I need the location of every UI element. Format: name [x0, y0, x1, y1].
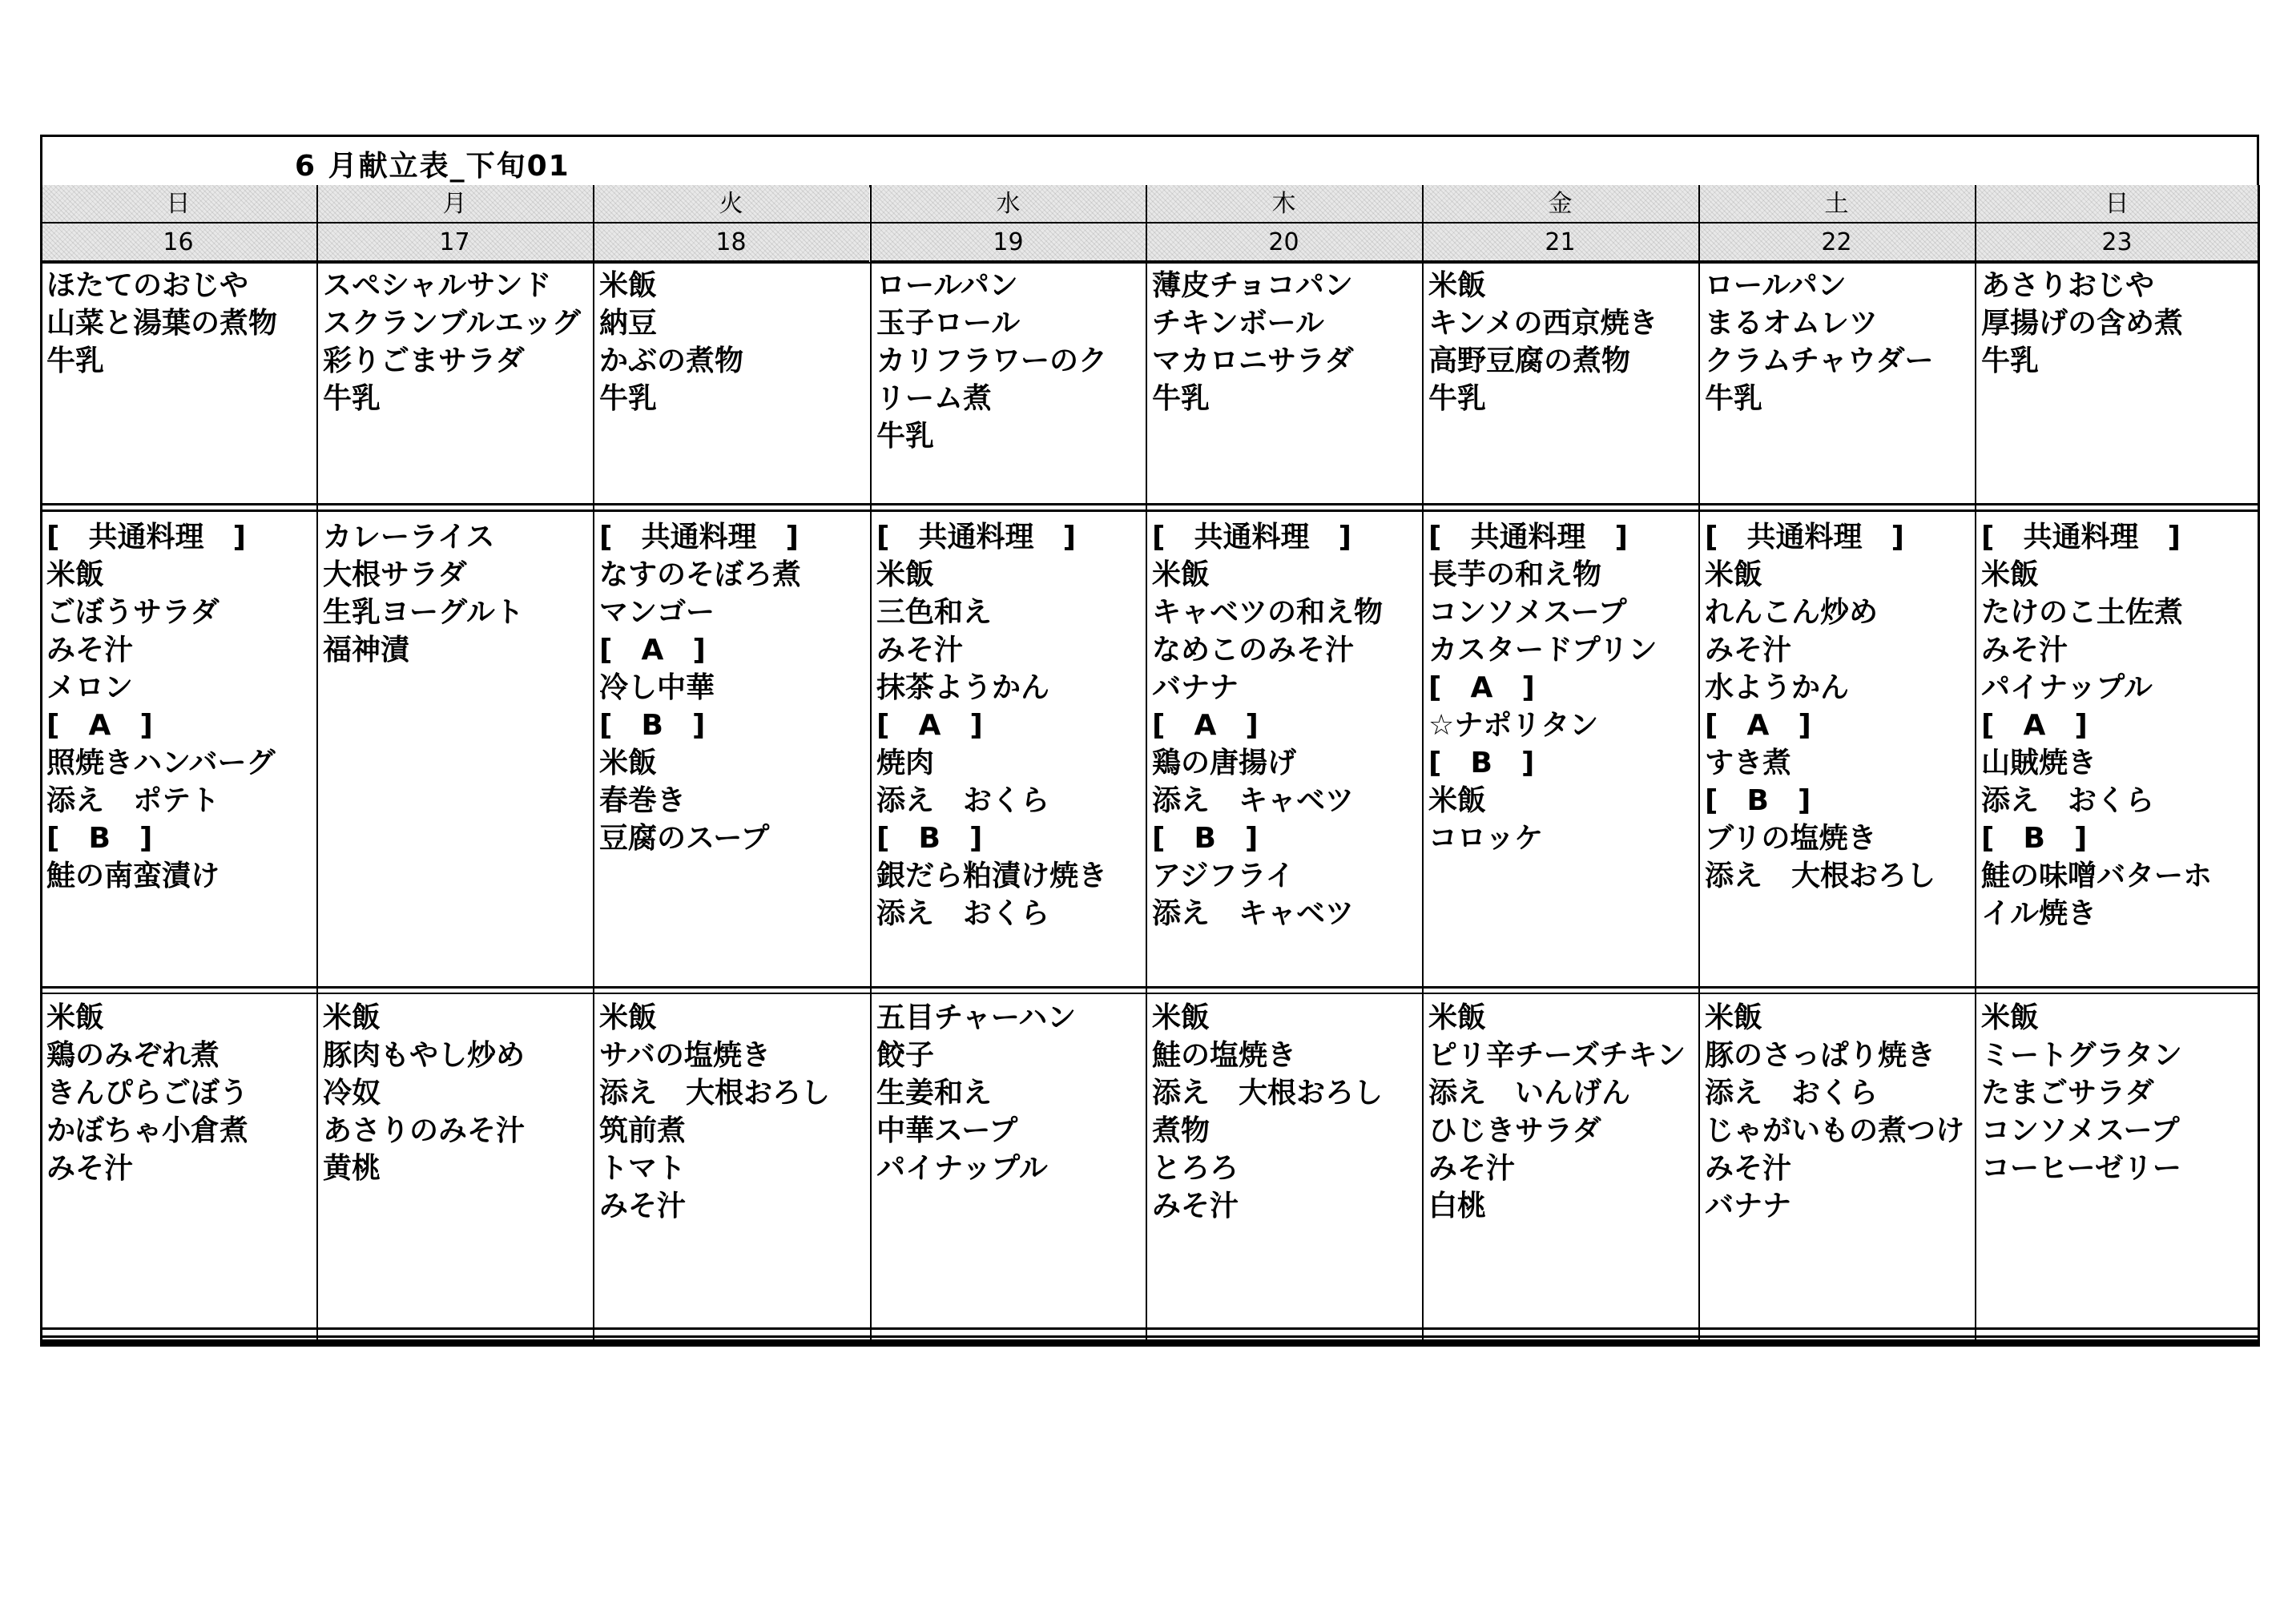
date-header: 21	[1422, 224, 1698, 262]
menu-item: [ 共通料理 ]	[1981, 521, 2181, 554]
menu-item: [ A ]	[1152, 709, 1259, 742]
menu-item: 生乳ヨーグルト	[323, 596, 524, 629]
menu-item: 添え 大根おろし	[1705, 860, 1936, 892]
title-row	[40, 135, 2259, 187]
menu-item: 添え 大根おろし	[599, 1077, 831, 1110]
lunch-cell	[316, 515, 593, 986]
lunch-cell	[40, 515, 316, 986]
menu-item: [ 共通料理 ]	[599, 521, 799, 554]
day-column	[593, 185, 869, 1347]
menu-item: パイナップル	[1981, 671, 2153, 704]
breakfast-cell	[1975, 264, 2259, 502]
menu-item: 白桃	[1428, 1190, 1487, 1222]
menu-item: トマト	[599, 1152, 687, 1185]
menu-item: 牛乳	[876, 420, 935, 453]
menu-item: ☆ナポリタン	[1428, 709, 1599, 742]
weekday-header: 金	[1422, 185, 1698, 224]
column-rule	[870, 185, 872, 1347]
menu-item: [ B ]	[46, 822, 153, 855]
menu-item: 餃子	[876, 1039, 935, 1072]
menu-item: 筑前煮	[599, 1114, 687, 1147]
lunch-cell	[593, 515, 869, 986]
breakfast-cell	[40, 264, 316, 502]
lunch-cell	[870, 515, 1146, 986]
date-header: 19	[870, 224, 1146, 262]
menu-item: 米飯	[599, 269, 658, 302]
date-header: 20	[1146, 224, 1422, 262]
menu-item: みそ汁	[1705, 1152, 1792, 1185]
menu-item: 薄皮チョコパン	[1152, 269, 1353, 302]
menu-item: 米飯	[876, 558, 935, 591]
menu-item: 鮭の味噌バターホ	[1981, 860, 2213, 892]
menu-item: たけのこ土佐煮	[1981, 596, 2184, 629]
menu-item: チキンボール	[1152, 307, 1324, 340]
column-rule	[40, 185, 42, 1347]
menu-item: リーム煮	[876, 382, 993, 415]
dinner-cell	[593, 996, 869, 1336]
lunch-cell	[1698, 515, 1975, 986]
column-rule	[1422, 185, 1424, 1347]
column-rule	[316, 185, 318, 1347]
menu-item: 米飯	[1152, 1001, 1210, 1034]
menu-item: 牛乳	[323, 382, 381, 415]
column-rule	[1698, 185, 1700, 1347]
menu-item: みそ汁	[876, 634, 964, 667]
column-rule	[1975, 185, 1976, 1347]
menu-grid	[40, 185, 2259, 1347]
menu-item: たまごサラダ	[1981, 1077, 2154, 1110]
menu-item: 米飯	[1428, 1001, 1487, 1034]
menu-item: かぶの煮物	[599, 344, 744, 377]
menu-item: 抹茶ようかん	[876, 671, 1050, 704]
lunch-cell	[1975, 515, 2259, 986]
breakfast-cell	[1698, 264, 1975, 502]
menu-item: 牛乳	[1152, 382, 1210, 415]
menu-item: きんぴらごぼう	[46, 1077, 249, 1110]
day-column	[1975, 185, 2259, 1347]
breakfast-cell	[316, 264, 593, 502]
weekday-header: 日	[1975, 185, 2259, 224]
menu-item: [ B ]	[1981, 822, 2088, 855]
menu-item: 米飯	[46, 1001, 105, 1034]
menu-item: みそ汁	[1428, 1152, 1516, 1185]
menu-item: コンソメスープ	[1981, 1114, 2180, 1147]
menu-item: ごぼうサラダ	[46, 596, 220, 629]
weekday-header: 水	[870, 185, 1146, 224]
menu-item: 米飯	[46, 558, 105, 591]
menu-item: かぼちゃ小倉煮	[46, 1114, 249, 1147]
menu-item: カスタードプリン	[1428, 634, 1658, 667]
menu-item: 高野豆腐の煮物	[1428, 344, 1631, 377]
breakfast-cell	[870, 264, 1146, 502]
breakfast-cell	[1422, 264, 1698, 502]
breakfast-cell	[1146, 264, 1422, 502]
menu-item: じゃがいもの煮つけ	[1705, 1114, 1965, 1147]
menu-item: 米飯	[1705, 1001, 1763, 1034]
menu-item: なめこのみそ汁	[1152, 634, 1355, 667]
menu-item: [ 共通料理 ]	[1152, 521, 1351, 554]
menu-item: ピリ辛チーズチキン	[1428, 1039, 1686, 1072]
menu-item: 添え キャベツ	[1152, 897, 1355, 930]
menu-item: 鮭の南蛮漬け	[46, 860, 220, 892]
menu-item: パイナップル	[876, 1152, 1048, 1185]
menu-item: 牛乳	[599, 382, 658, 415]
menu-item: イル焼き	[1981, 897, 2097, 930]
menu-item: 五目チャーハン	[876, 1001, 1077, 1034]
menu-item: みそ汁	[599, 1190, 687, 1222]
menu-item: ロールパン	[1705, 269, 1847, 302]
menu-item: 黄桃	[323, 1152, 381, 1185]
menu-item: 牛乳	[1981, 344, 2040, 377]
menu-item: 福神漬	[323, 634, 410, 667]
weekday-header: 火	[593, 185, 869, 224]
menu-item: 照焼きハンバーグ	[46, 747, 276, 779]
menu-item: カレーライス	[323, 521, 495, 554]
menu-item: みそ汁	[1981, 634, 2068, 667]
dinner-cell	[316, 996, 593, 1336]
day-column	[1698, 185, 1975, 1347]
weekday-header: 木	[1146, 185, 1422, 224]
menu-item: 牛乳	[1705, 382, 1763, 415]
menu-item: [ A ]	[1428, 671, 1535, 704]
dinner-cell	[1975, 996, 2259, 1336]
dinner-cell	[1146, 996, 1422, 1336]
menu-item: 米飯	[599, 747, 658, 779]
menu-item: 米飯	[1981, 1001, 2040, 1034]
menu-item: あさりおじや	[1981, 269, 2155, 302]
menu-item: 米飯	[1705, 558, 1763, 591]
menu-item: 冷奴	[323, 1077, 381, 1110]
menu-item: 冷し中華	[599, 671, 715, 704]
menu-item: [ 共通料理 ]	[46, 521, 246, 554]
menu-item: バナナ	[1705, 1190, 1792, 1222]
menu-item: [ A ]	[46, 709, 153, 742]
menu-item: ブリの塩焼き	[1705, 822, 1877, 855]
weekday-header: 日	[40, 185, 316, 224]
day-column	[1422, 185, 1698, 1347]
menu-item: 厚揚げの含め煮	[1981, 307, 2184, 340]
menu-item: みそ汁	[1152, 1190, 1239, 1222]
menu-item: 鶏のみぞれ煮	[46, 1039, 220, 1072]
menu-item: 添え おくら	[1705, 1077, 1879, 1110]
menu-item: [ B ]	[1152, 822, 1259, 855]
menu-item: まるオムレツ	[1705, 307, 1879, 340]
menu-item: 米飯	[323, 1001, 381, 1034]
menu-item: コンソメスープ	[1428, 596, 1627, 629]
menu-item: みそ汁	[46, 634, 134, 667]
menu-item: マカロニサラダ	[1152, 344, 1354, 377]
menu-item: とろろ	[1152, 1152, 1239, 1185]
menu-item: 納豆	[599, 307, 658, 340]
menu-item: 添え おくら	[876, 784, 1050, 817]
menu-item: 鮭の塩焼き	[1152, 1039, 1297, 1072]
weekday-header: 土	[1698, 185, 1975, 224]
menu-item: キンメの西京焼き	[1428, 307, 1658, 340]
menu-item: ほたてのおじや	[46, 269, 249, 302]
dinner-cell	[1422, 996, 1698, 1336]
menu-item: 添え 大根おろし	[1152, 1077, 1384, 1110]
menu-item: コーヒーゼリー	[1981, 1152, 2181, 1185]
dinner-cell	[1698, 996, 1975, 1336]
menu-item: スクランブルエッグ	[323, 307, 581, 340]
menu-item: 水ようかん	[1705, 671, 1850, 704]
menu-item: なすのそぼろ煮	[599, 558, 802, 591]
menu-item: れんこん炒め	[1705, 596, 1879, 629]
lunch-cell	[1422, 515, 1698, 986]
menu-item: [ A ]	[1705, 709, 1811, 742]
menu-item: 鶏の唐揚げ	[1152, 747, 1297, 779]
menu-item: 豚肉もやし炒め	[323, 1039, 526, 1072]
day-column	[870, 185, 1146, 1347]
menu-item: [ B ]	[876, 822, 983, 855]
menu-item: 中華スープ	[876, 1114, 1018, 1147]
menu-item: すき煮	[1705, 747, 1792, 779]
menu-item: 添え キャベツ	[1152, 784, 1355, 817]
menu-item: バナナ	[1152, 671, 1239, 704]
date-header: 23	[1975, 224, 2259, 262]
menu-item: 煮物	[1152, 1114, 1210, 1147]
menu-item: 豚のさっぱり焼き	[1705, 1039, 1936, 1072]
menu-item: 三色和え	[876, 596, 993, 629]
menu-item: 銀だら粕漬け焼き	[876, 860, 1108, 892]
menu-item: 米飯	[1981, 558, 2040, 591]
menu-item: アジフライ	[1152, 860, 1295, 892]
menu-item: 添え おくら	[876, 897, 1050, 930]
menu-item: 米飯	[1428, 784, 1487, 817]
menu-item: 米飯	[599, 1001, 658, 1034]
menu-item: [ A ]	[876, 709, 983, 742]
menu-item: みそ汁	[46, 1152, 134, 1185]
menu-item: [ B ]	[1428, 747, 1535, 779]
menu-item: 添え おくら	[1981, 784, 2155, 817]
menu-item: 長芋の和え物	[1428, 558, 1602, 591]
menu-item: 生姜和え	[876, 1077, 993, 1110]
menu-item: 彩りごまサラダ	[323, 344, 525, 377]
page-title: 6 月献立表_下旬01	[295, 150, 570, 183]
menu-item: コロッケ	[1428, 822, 1544, 855]
date-header: 22	[1698, 224, 1975, 262]
dinner-cell	[40, 996, 316, 1336]
menu-item: 豆腐のスープ	[599, 822, 770, 855]
column-rule	[1146, 185, 1147, 1347]
menu-item: スペシャルサンド	[323, 269, 552, 302]
menu-item: 添え ポテト	[46, 784, 220, 817]
menu-item: 玉子ロール	[876, 307, 1021, 340]
menu-item: 大根サラダ	[323, 558, 467, 591]
menu-item: 焼肉	[876, 747, 935, 779]
day-column	[316, 185, 593, 1347]
weekday-header: 月	[316, 185, 593, 224]
menu-item: 牛乳	[1428, 382, 1487, 415]
menu-item: [ 共通料理 ]	[1428, 521, 1628, 554]
menu-item: カリフラワーのク	[876, 344, 1108, 377]
menu-item: 山賊焼き	[1981, 747, 2097, 779]
date-header: 16	[40, 224, 316, 262]
menu-item: [ B ]	[1705, 784, 1811, 817]
menu-item: サバの塩焼き	[599, 1039, 771, 1072]
day-column	[1146, 185, 1422, 1347]
menu-item: キャベツの和え物	[1152, 596, 1384, 629]
menu-item: 牛乳	[46, 344, 105, 377]
dinner-cell	[870, 996, 1146, 1336]
menu-item: [ A ]	[1981, 709, 2088, 742]
lunch-cell	[1146, 515, 1422, 986]
menu-item: [ 共通料理 ]	[876, 521, 1076, 554]
menu-item: [ 共通料理 ]	[1705, 521, 1904, 554]
date-header: 17	[316, 224, 593, 262]
menu-item: みそ汁	[1705, 634, 1792, 667]
menu-item: 山菜と湯葉の煮物	[46, 307, 278, 340]
menu-item: [ B ]	[599, 709, 706, 742]
breakfast-cell	[593, 264, 869, 502]
column-rule	[593, 185, 594, 1347]
menu-item: あさりのみそ汁	[323, 1114, 526, 1147]
column-rule	[2258, 185, 2260, 1347]
menu-item: 米飯	[1428, 269, 1487, 302]
menu-item: メロン	[46, 671, 134, 704]
menu-item: マンゴー	[599, 596, 715, 629]
menu-item: クラムチャウダー	[1705, 344, 1934, 377]
menu-item: ミートグラタン	[1981, 1039, 2182, 1072]
menu-item: 春巻き	[599, 784, 687, 817]
menu-item: [ A ]	[599, 634, 706, 667]
date-header: 18	[593, 224, 869, 262]
menu-sheet	[40, 135, 2264, 1352]
menu-item: 米飯	[1152, 558, 1210, 591]
day-column	[40, 185, 316, 1347]
menu-item: ひじきサラダ	[1428, 1114, 1601, 1147]
menu-item: ロールパン	[876, 269, 1018, 302]
menu-item: 添え いんげん	[1428, 1077, 1631, 1110]
